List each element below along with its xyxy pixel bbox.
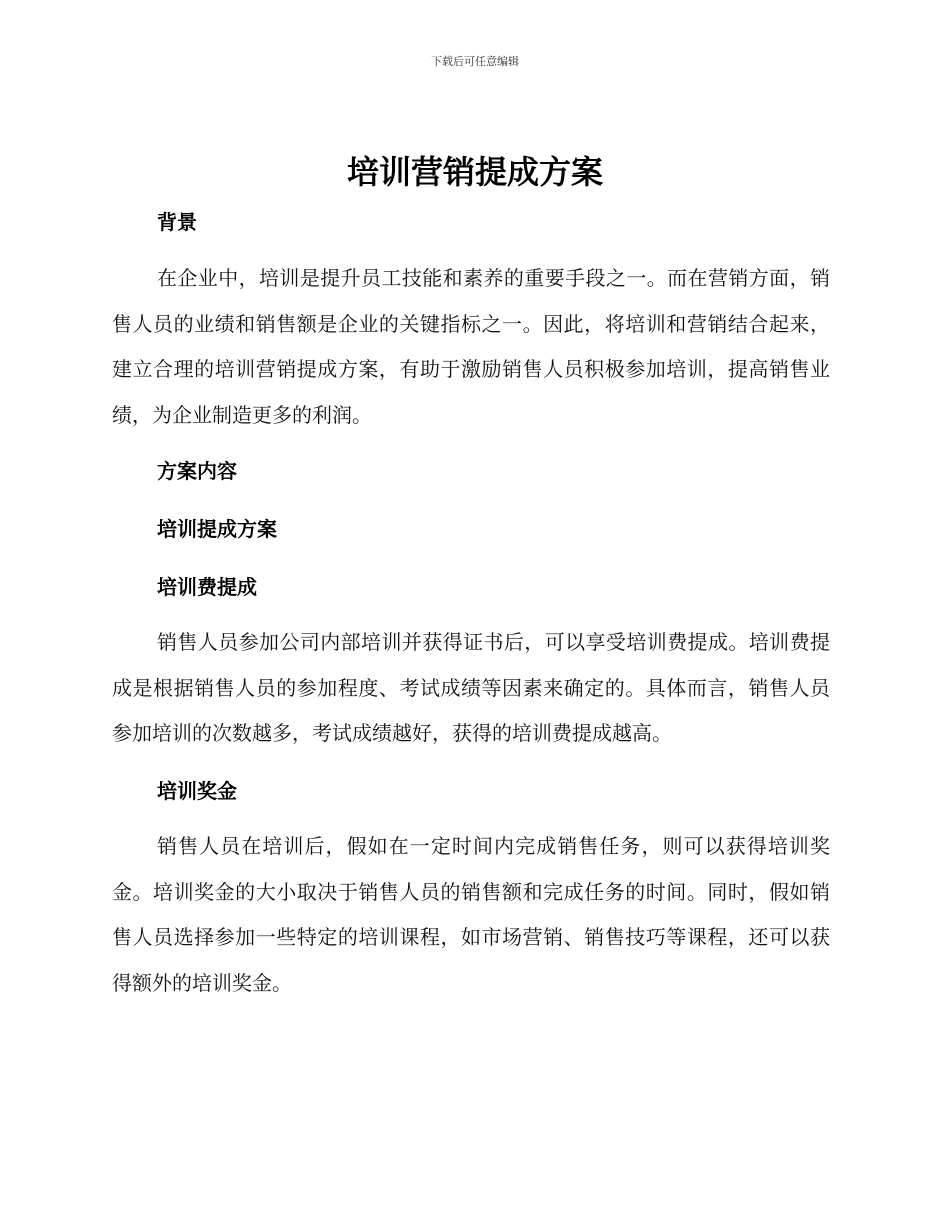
paragraph-training-fee: 销售人员参加公司内部培训并获得证书后，可以享受培训费提成。培训费提成是根据销售人员的参加程度、考试成绩等因素来确定的。具体而言，销售人员参加培训的次数越多，考试成绩越好，获得的培训费提成越高。 <box>112 630 830 745</box>
section-heading-content: 方案内容 <box>157 459 237 483</box>
section-heading-training-bonus: 培训奖金 <box>157 779 237 803</box>
section-heading-training-commission: 培训提成方案 <box>157 517 277 541</box>
paragraph-background: 在企业中，培训是提升员工技能和素养的重要手段之一。而在营销方面，销售人员的业绩和销售额是企业的关键指标之一。因此，将培训和营销结合起来，建立合理的培训营销提成方案，有助于激励销售人员积极参加培训，提高销售业绩，为企业制造更多的利润。 <box>112 266 830 427</box>
section-heading-training-fee: 培训费提成 <box>157 575 257 599</box>
document-title: 培训营销提成方案 <box>346 153 603 191</box>
paragraph-training-bonus: 销售人员在培训后，假如在一定时间内完成销售任务，则可以获得培训奖金。培训奖金的大小取决于销售人员的销售额和完成任务的时间。同时，假如销售人员选择参加一些特定的培训课程，如市场营销、销售技巧等课程，还可以获得额外的培训奖金。 <box>112 834 830 995</box>
section-heading-background: 背景 <box>157 210 197 234</box>
page-header-note: 下载后可任意编辑 <box>431 55 519 68</box>
